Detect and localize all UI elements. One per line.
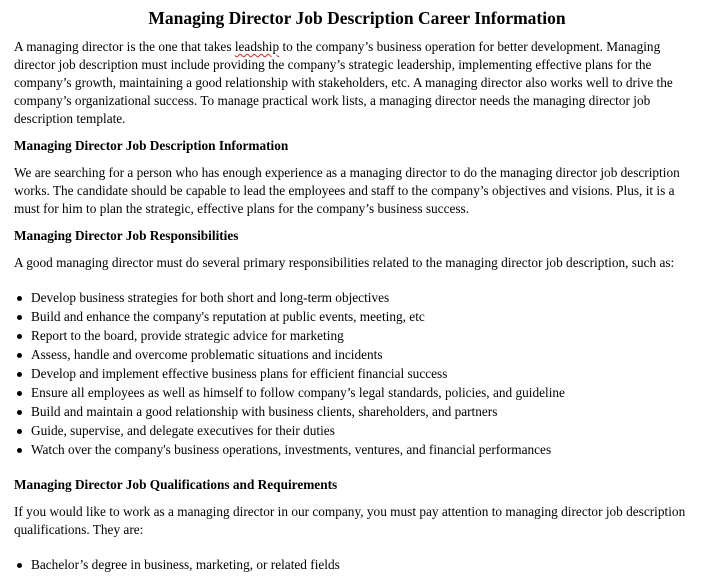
spellcheck-flagged-word[interactable]: leadship [234,39,280,54]
list-item: Build and maintain a good relationship with business clients, shareholders, and partners [14,402,700,421]
information-paragraph: We are searching for a person who has enough experience as a managing director to do the managing director job description works. The candidate should be capable to lead the employees and staff to the company’s objectives and visions. Plus, it is a must for him to plan the strategic, effective plans for the company’s business success. [14,165,680,216]
section-heading-information: Managing Director Job Description Information [14,138,289,153]
list-item: Develop and implement effective business plans for efficient financial success [14,364,700,383]
qualifications-paragraph: If you would like to work as a managing director in our company, you must pay attention to managing director job description qualifications. They are: [14,504,686,537]
responsibilities-list [14,288,700,459]
qualifications-list [14,555,700,574]
intro-text-start: A managing director is the one that takes [14,39,235,54]
list-item: Assess, handle and overcome problematic situations and incidents [14,345,700,364]
section-heading-qualifications: Managing Director Job Qualifications and Requirements [14,477,338,492]
list-item: Guide, supervise, and delegate executives for their duties [14,421,700,440]
list-item: Build and enhance the company's reputation at public events, meeting, etc [14,307,700,326]
section-heading-responsibilities: Managing Director Job Responsibilities [14,228,239,243]
page-title: Managing Director Job Description Career Information [148,8,566,28]
list-item: Ensure all employees as well as himself to follow company’s legal standards, policies, and guideline [14,383,700,402]
responsibilities-paragraph: A good managing director must do several primary responsibilities related to the managing director job description, such as: [14,255,675,270]
intro-text-end: to the company’s business operation for better development. Managing director job description must include providing the company’s strategic leadership, implementing effective plans for the company’s growth, maintaining a good relationship with stakeholders, etc. A managing director also works well to drive the company’s organizational success. To manage practical work lists, a managing director needs the managing director job description template. [14,39,673,126]
list-item: Develop business strategies for both short and long-term objectives [14,288,700,307]
list-item: Report to the board, provide strategic advice for marketing [14,326,700,345]
intro-paragraph [14,38,700,128]
list-item: Bachelor’s degree in business, marketing, or related fields [14,555,700,574]
list-item: Watch over the company's business operations, investments, ventures, and financial performances [14,440,700,459]
